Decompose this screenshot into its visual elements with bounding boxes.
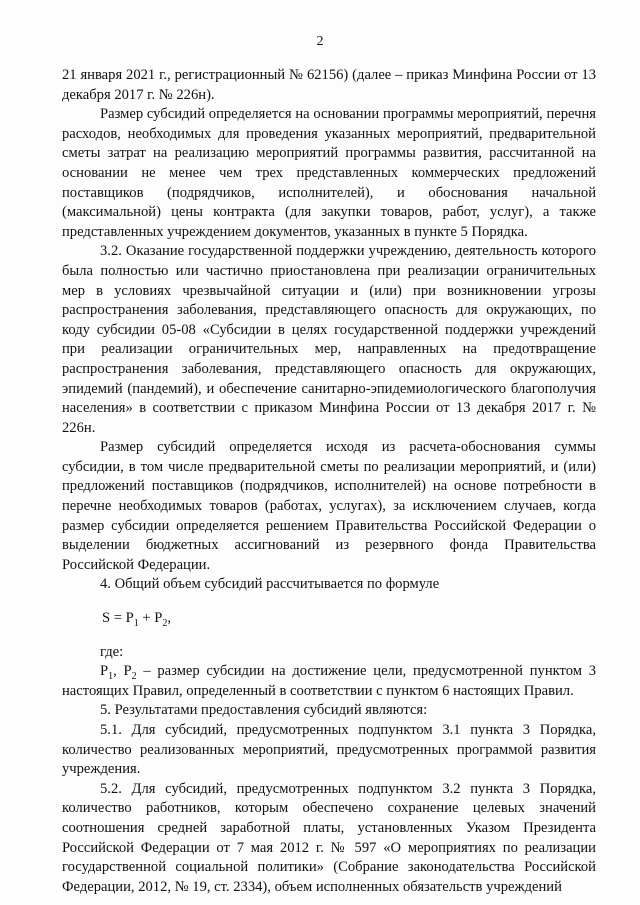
paragraph-5: 4. Общий объем субсидий рассчитывается по формуле	[100, 576, 440, 593]
paragraph-3: 3.2. Оказание государственной поддержки учреждению, деятельность которого была полностью или частично приостановлена при реализации ограничительных мер в условиях чрезвычайной ситуации и (или) при возникновении угрозы распространения заболевания, представляющего опасность для окружающих, по коду субсидии 05-08 «Субсидии в целях государственной поддержки учреждений при реализации ограничительных мер, направленных на предотвращение распространения заболевания, представляющего опасность для окружающих, эпидемий (пандемий), и обеспечение санитарно-эпидемиологического благополучия населения» в соответствии с приказом Минфина России от 13 декабря 2017 г. № 226н.	[62, 243, 596, 436]
formula-lhs: S = P	[102, 610, 134, 627]
paragraph-4: Размер субсидий определяется исходя из расчета-обоснования суммы субсидии, в том числе предварительной сметы по реализации мероприятий, и (или) предложений поставщиков (подрядчиков, исполнителей) на основе потребности в перечне необходимых товаров (работах, услугах), за исключением случаев, когда размер субсидии определяется решением Правительства Российской Федерации о выделении бюджетных ассигнований из резервного фонда Правительства Российской Федерации.	[62, 439, 596, 573]
paragraph-7: 5.1. Для субсидий, предусмотренных подпунктом 3.1 пункта 3 Порядка, количество реализованных мероприятий, предусмотренных программой развития учреждения.	[62, 722, 596, 778]
document-body	[62, 66, 596, 897]
p-definition	[62, 662, 596, 701]
p-def-p1: P	[100, 663, 109, 680]
paragraph-1: 21 января 2021 г., регистрационный № 62156) (далее – приказ Минфина России от 13 декабря 2017 г. № 226н).	[62, 67, 596, 103]
page-number: 2	[316, 34, 324, 49]
p-def-rest: – размер субсидии на достижение цели, предусмотренной пунктом 3 настоящих Правил, определенный в соответствии с пунктом 6 настоящих Правил.	[62, 663, 596, 699]
formula-sub1: 1	[133, 617, 139, 629]
paragraph-6: 5. Результатами предоставления субсидий являются:	[100, 702, 428, 719]
paragraph-2: Размер субсидий определяется на основании программы мероприятий, перечня расходов, необходимых для проведения указанных мероприятий, предварительной сметы затрат на реализацию мероприятий программы развития, рассчитанной на основании не менее чем трех представленных коммерческих предложений поставщиков (подрядчиков, исполнителей), и обоснования начальной (максимальной) цены контракта (для закупки товаров, работ, услуг), а также представленных учреждением документов, указанных в пункте 5 Порядка.	[62, 106, 596, 240]
p-def-s2: 2	[131, 671, 137, 683]
formula	[62, 609, 596, 629]
formula-tail: ,	[167, 610, 172, 627]
formula-sub2: 2	[162, 617, 168, 629]
p-def-s1: 1	[108, 671, 114, 683]
paragraph-8: 5.2. Для субсидий, предусмотренных подпунктом 3.2 пункта 3 Порядка, количество работников, которым обеспечено сохранение целевых значений соотношения средней заработной платы, установленных Указом Президента Российской Федерации от 7 мая 2012 г. № 597 «О мероприятиях по реализации государственной социальной политики» (Собрание законодательства Российской Федерации, 2012, № 19, ст. 2334), объем исполненных обязательств учреждений	[62, 780, 596, 895]
formula-plus: + P	[138, 610, 163, 627]
p-def-comma: , P	[113, 663, 132, 680]
where-label: где:	[100, 643, 124, 660]
